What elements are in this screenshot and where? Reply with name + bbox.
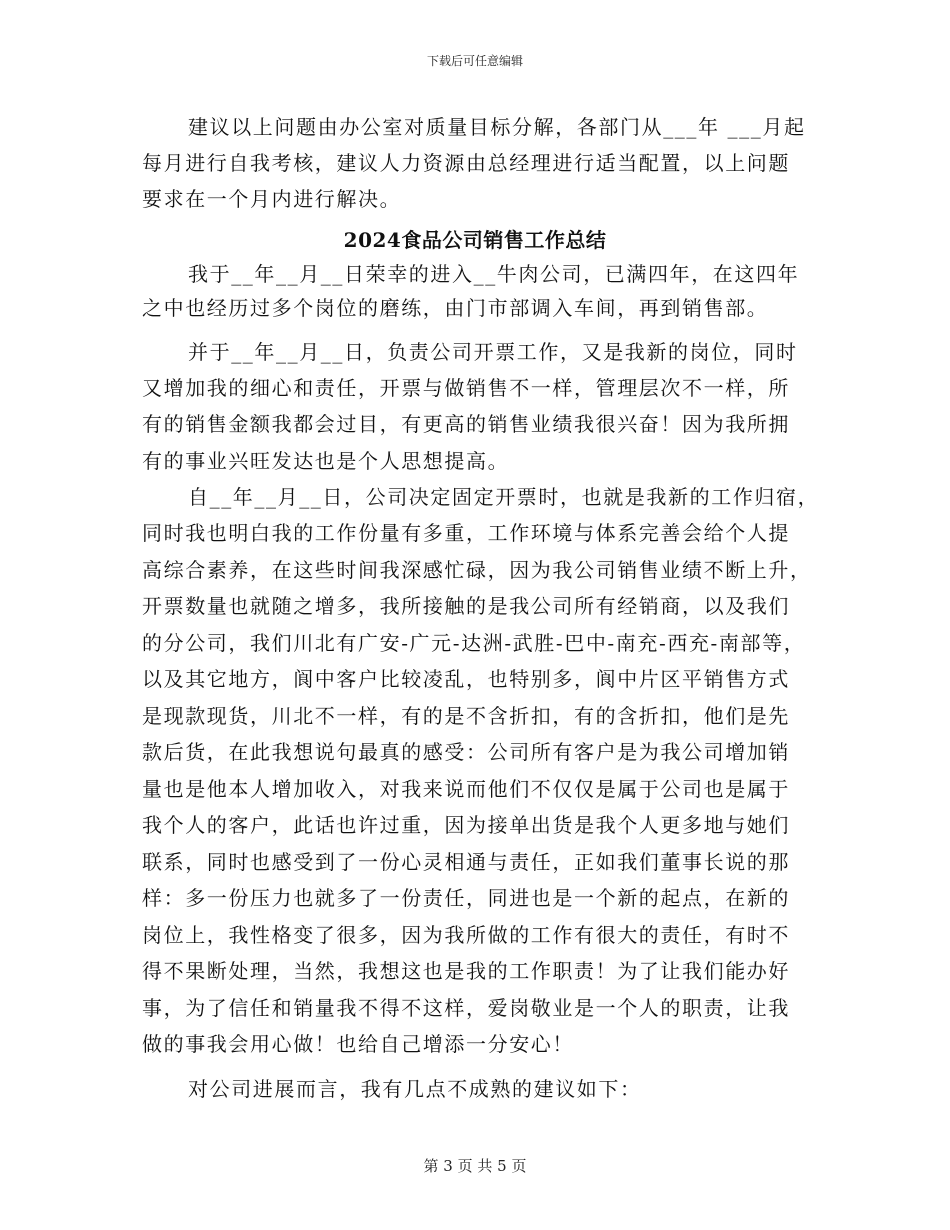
paragraph-line: 要求在一个月内进行解决。 [142,187,402,211]
paragraph-line: 量也是他本人增加收入，对我来说而他们不仅仅是属于公司也是属于 [142,777,790,801]
paragraph-line: 岗位上，我性格变了很多，因为我所做的工作有很大的责任，有时不 [142,923,790,947]
paragraph-line: 的分公司，我们川北有广安-广元-达洲-武胜-巴中-南充-西充-南部等， [142,631,806,655]
paragraph-line: 并于__年__月__日，负责公司开票工作，又是我新的岗位，同时 [188,340,798,364]
paragraph-line: 高综合素养，在这些时间我深感忙碌，因为我公司销售业绩不断上升， [142,558,812,582]
paragraph-line: 自__年__月__日，公司决定固定开票时，也就是我新的工作归宿， [188,485,820,509]
paragraph-line: 对公司进展而言，我有几点不成熟的建议如下： [188,1077,642,1101]
paragraph-line: 得不果断处理，当然，我想这也是我的工作职责！为了让我们能办好 [142,959,790,983]
paragraph-line: 有的事业兴旺发达也是个人思想提高。 [142,449,510,473]
document-title: 2024食品公司销售工作总结 [343,228,607,252]
paragraph-line: 有的销售金额我都会过目，有更高的销售业绩我很兴奋！因为我所拥 [142,412,790,436]
page-header: 下载后可任意编辑 [426,54,523,68]
paragraph-line: 之中也经历过多个岗位的磨练，由门市部调入车间，再到销售部。 [142,296,769,320]
paragraph-line: 又增加我的细心和责任，开票与做销售不一样，管理层次不一样，所 [142,376,790,400]
paragraph-line: 我于__年__月__日荣幸的进入__牛肉公司，已满四年，在这四年 [188,262,800,286]
paragraph-line: 联系，同时也感受到了一份心灵相通与责任，正如我们董事长说的那 [142,850,790,874]
paragraph-line: 以及其它地方，阆中客户比较凌乱，也特别多，阆中片区平销售方式 [142,667,790,691]
paragraph-line: 每月进行自我考核，建议人力资源由总经理进行适当配置，以上问题 [142,151,790,175]
paragraph-line: 开票数量也就随之增多，我所接触的是我公司所有经销商，以及我们 [142,594,790,618]
paragraph-line: 样：多一份压力也就多了一份责任，同进也是一个新的起点，在新的 [142,886,790,910]
paragraph-line: 做的事我会用心做！也给自己增添一分安心！ [142,1032,574,1056]
paragraph-line: 是现款现货，川北不一样，有的是不含折扣，有的含折扣，他们是先 [142,704,790,728]
page-number: 第 3 页 共 5 页 [423,1157,527,1175]
paragraph-line: 我个人的客户，此话也许过重，因为接单出货是我个人更多地与她们 [142,813,790,837]
paragraph-line: 建议以上问题由办公室对质量目标分解，各部门从___年 ___月起 [188,115,806,139]
paragraph-line: 款后货，在此我想说句最真的感受：公司所有客户是为我公司增加销 [142,740,790,764]
paragraph-line: 同时我也明白我的工作份量有多重，工作环境与体系完善会给个人提 [142,521,790,545]
paragraph-line: 事，为了信任和销量我不得不这样，爱岗敬业是一个人的职责，让我 [142,996,790,1020]
